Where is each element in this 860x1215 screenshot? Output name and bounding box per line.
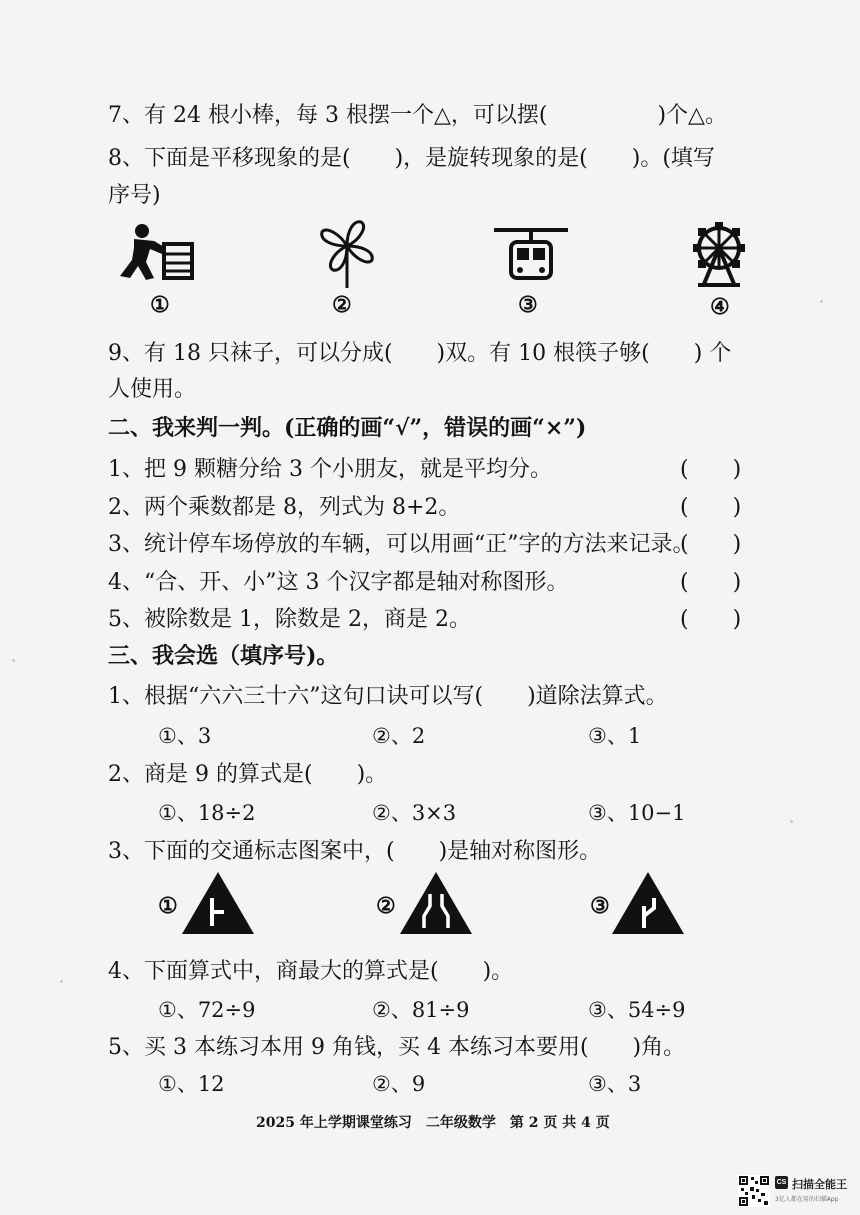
judge-item-5: 5、被除数是 1，除数是 2，商是 2。 [108, 607, 471, 632]
watermark-slogan: 3亿人都在用的扫描App [775, 1196, 839, 1203]
section-3-heading: 三、我会选（填序号)。 [108, 643, 339, 669]
question-9-line2: 人使用。 [108, 377, 197, 402]
right-turn-sign-icon [612, 872, 684, 934]
choice-5-option-1[interactable]: ①、12 [158, 1072, 225, 1096]
choice-question-3: 3、下面的交通标志图案中，( )是轴对称图形。 [108, 839, 602, 864]
choice-2-option-3[interactable]: ③、10−1 [588, 801, 686, 825]
question-8-line1: 8、下面是平移现象的是( )，是旋转现象的是( )。(填写 [108, 146, 715, 171]
qr-code-icon [738, 1175, 770, 1207]
choice-question-5: 5、买 3 本练习本用 9 角钱，买 4 本练习本要用( )角。 [108, 1035, 686, 1060]
watermark-brand: 扫描全能王 [792, 1178, 847, 1191]
judge-item-4: 4、“合、开、小”这 3 个汉字都是轴对称图形。 [108, 570, 569, 595]
judge-answer-1[interactable]: ( ) [680, 457, 742, 482]
choice-5-option-3[interactable]: ③、3 [588, 1072, 642, 1096]
choice-4-option-1[interactable]: ①、72÷9 [158, 998, 256, 1022]
q8-label-3: ③ [518, 292, 538, 318]
judge-answer-4[interactable]: ( ) [680, 570, 742, 595]
q8-label-4: ④ [710, 294, 730, 320]
worker-pushing-box-icon [116, 222, 198, 282]
choice-4-option-2[interactable]: ②、81÷9 [372, 998, 470, 1022]
cable-car-icon [494, 226, 568, 282]
camscanner-logo: CS [775, 1176, 788, 1189]
choice-5-option-2[interactable]: ②、9 [372, 1072, 426, 1096]
q8-label-2: ② [332, 292, 352, 318]
pinwheel-icon [316, 216, 378, 288]
sign-label-3: ③ [590, 893, 610, 919]
judge-answer-2[interactable]: ( ) [680, 495, 742, 520]
choice-2-option-2[interactable]: ②、3×3 [372, 801, 457, 825]
judge-item-2: 2、两个乘数都是 8，列式为 8+2。 [108, 495, 461, 520]
judge-item-3: 3、统计停车场停放的车辆，可以用画“正”字的方法来记录。 [108, 532, 695, 557]
section-2-heading: 二、我来判一判。(正确的画“√”，错误的画“×”) [108, 415, 587, 441]
choice-2-option-1[interactable]: ①、18÷2 [158, 801, 256, 825]
narrow-road-sign-icon [400, 872, 472, 934]
judge-answer-5[interactable]: ( ) [680, 607, 742, 632]
choice-1-option-2[interactable]: ②、2 [372, 724, 426, 748]
question-7: 7、有 24 根小棒，每 3 根摆一个△，可以摆( )个△。 [108, 103, 727, 128]
question-8-line2: 序号) [108, 183, 161, 208]
left-turn-sign-icon [182, 872, 254, 934]
choice-1-option-1[interactable]: ①、3 [158, 724, 212, 748]
choice-1-option-3[interactable]: ③、1 [588, 724, 642, 748]
question-9-line1: 9、有 18 只袜子，可以分成( )双。有 10 根筷子够( ) 个 [108, 341, 732, 366]
choice-question-4: 4、下面算式中，商最大的算式是( )。 [108, 959, 514, 984]
ferris-wheel-icon [690, 222, 748, 288]
choice-question-1: 1、根据“六六三十六”这句口诀可以写( )道除法算式。 [108, 684, 668, 709]
judge-item-1: 1、把 9 颗糖分给 3 个小朋友，就是平均分。 [108, 457, 552, 482]
judge-answer-3[interactable]: ( ) [680, 532, 742, 557]
sign-label-1: ① [158, 893, 178, 919]
q8-label-1: ① [150, 292, 170, 318]
sign-label-2: ② [376, 893, 396, 919]
choice-4-option-3[interactable]: ③、54÷9 [588, 998, 686, 1022]
page-footer: 2025 年上学期课堂练习 二年级数学 第 2 页 共 4 页 [256, 1115, 610, 1131]
choice-question-2: 2、商是 9 的算式是( )。 [108, 762, 388, 787]
